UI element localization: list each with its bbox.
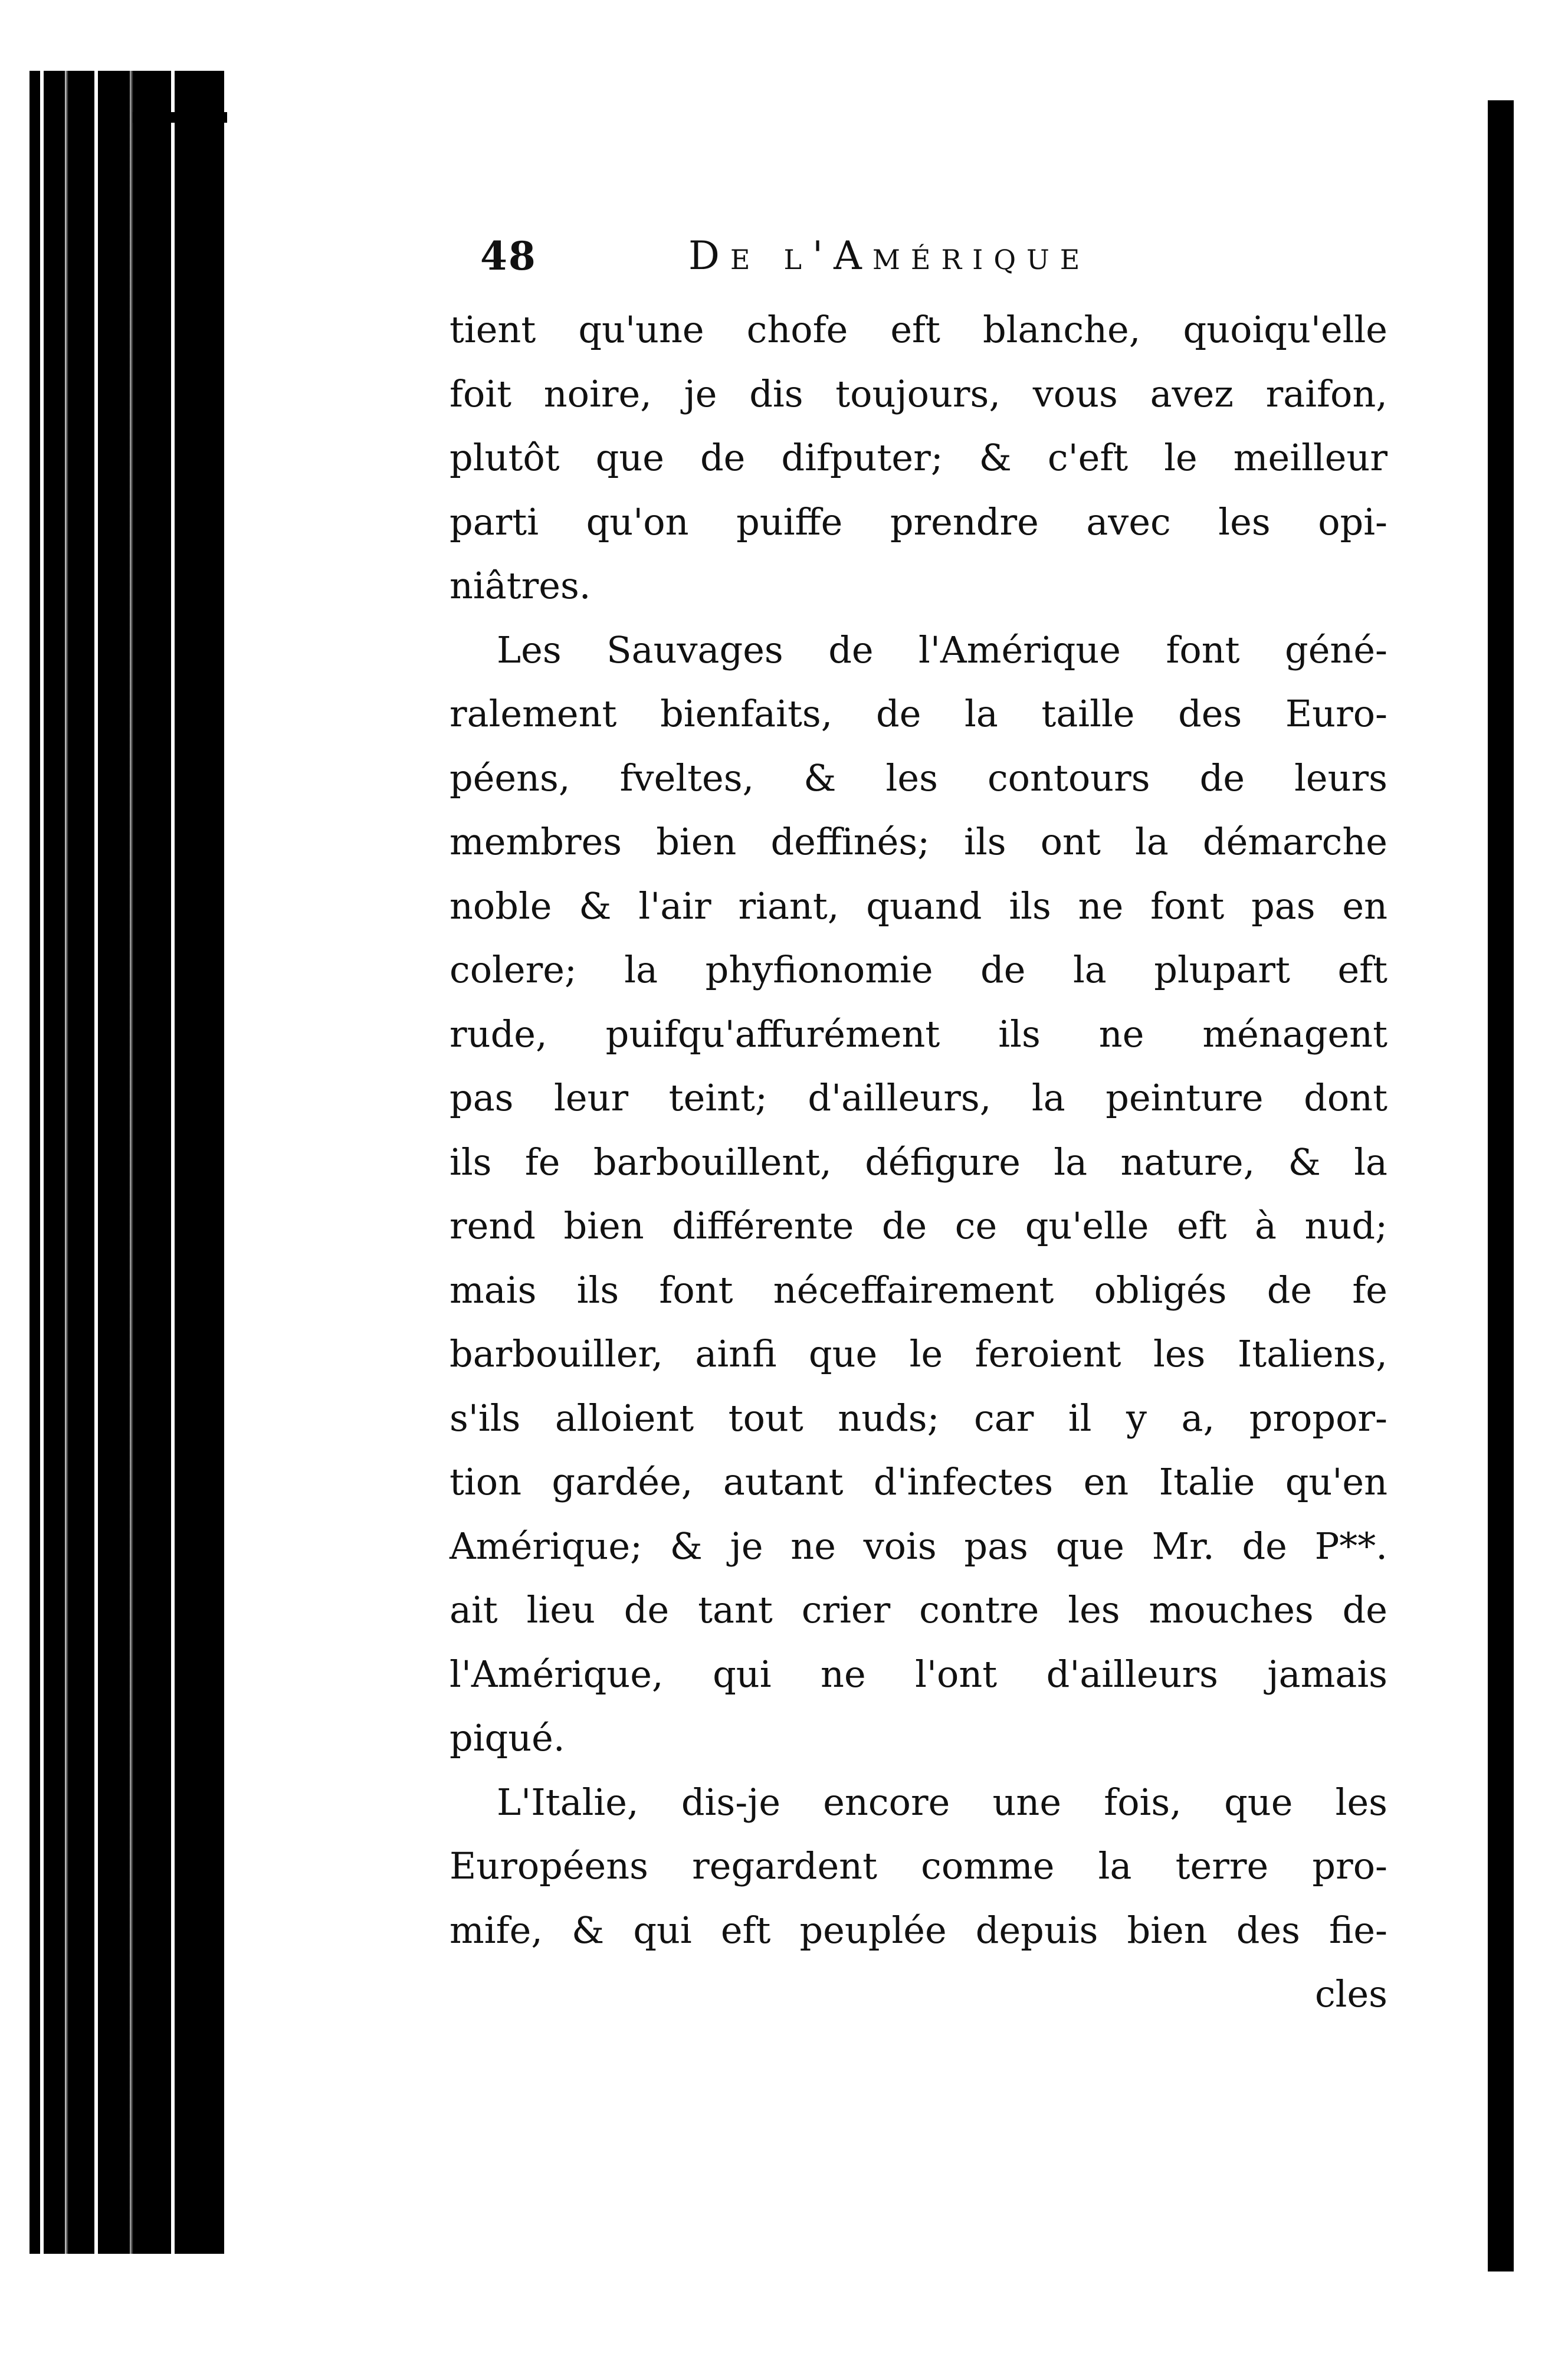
text-line: L'Italie, dis-je encore une fois, que les	[497, 1780, 1387, 1824]
text-line: foit noire, je dis toujours, vous avez raifon,	[450, 372, 1387, 415]
text-line: mais ils font néceffairement obligés de fe	[450, 1268, 1387, 1312]
text-line: noble & l'air riant, quand ils ne font pas en	[450, 884, 1387, 927]
text-line: Amérique; & je ne vois pas que Mr. de P**.	[450, 1524, 1387, 1568]
text-line: mife, & qui eft peuplée depuis bien des fie-	[450, 1908, 1387, 1952]
text-block	[450, 233, 1387, 2027]
book-binding-shadow	[29, 71, 224, 2254]
page-edge-shadow	[1488, 100, 1514, 2272]
text-line: piqué.	[450, 1716, 565, 1759]
text-line: ralement bienfaits, de la taille des Euro-	[450, 692, 1387, 735]
text-line: rend bien différente de ce qu'elle eft à nud;	[450, 1204, 1387, 1247]
text-line: tient qu'une chofe eft blanche, quoiqu'elle	[450, 308, 1387, 351]
binding-edge-mark	[133, 112, 227, 123]
text-line: s'ils alloient tout nuds; car il y a, propor-	[450, 1396, 1387, 1440]
text-line: pas leur teint; d'ailleurs, la peinture dont	[450, 1076, 1387, 1119]
text-line: membres bien deffinés; ils ont la démarche	[450, 820, 1387, 863]
text-line: barbouiller, ainfi que le feroient les Italiens,	[450, 1332, 1387, 1375]
text-line: niâtres.	[450, 564, 591, 607]
text-line: parti qu'on puiffe prendre avec les opi-	[450, 500, 1387, 543]
text-line: Européens regardent comme la terre pro-	[450, 1844, 1387, 1887]
text-line: colere; la phyfionomie de la plupart eft	[450, 948, 1387, 991]
catchword: cles	[1314, 1972, 1387, 2015]
text-line: ait lieu de tant crier contre les mouches de	[450, 1588, 1387, 1631]
text-line: Les Sauvages de l'Amérique font géné-	[497, 628, 1387, 671]
text-line: rude, puifqu'affurément ils ne ménagent	[450, 1012, 1387, 1056]
text-line: l'Amérique, qui ne l'ont d'ailleurs jamais	[450, 1652, 1387, 1696]
running-head	[450, 233, 1387, 298]
text-line: ils fe barbouillent, défigure la nature, & la	[450, 1140, 1387, 1184]
running-head-title: De l'Amérique	[688, 233, 1091, 278]
text-line: plutôt que de difputer; & c'eft le meilleur	[450, 436, 1387, 479]
page-number: 48	[480, 233, 537, 279]
text-line: péens, fveltes, & les contours de leurs	[450, 756, 1387, 799]
text-line: tion gardée, autant d'infectes en Italie qu'en	[450, 1460, 1387, 1503]
